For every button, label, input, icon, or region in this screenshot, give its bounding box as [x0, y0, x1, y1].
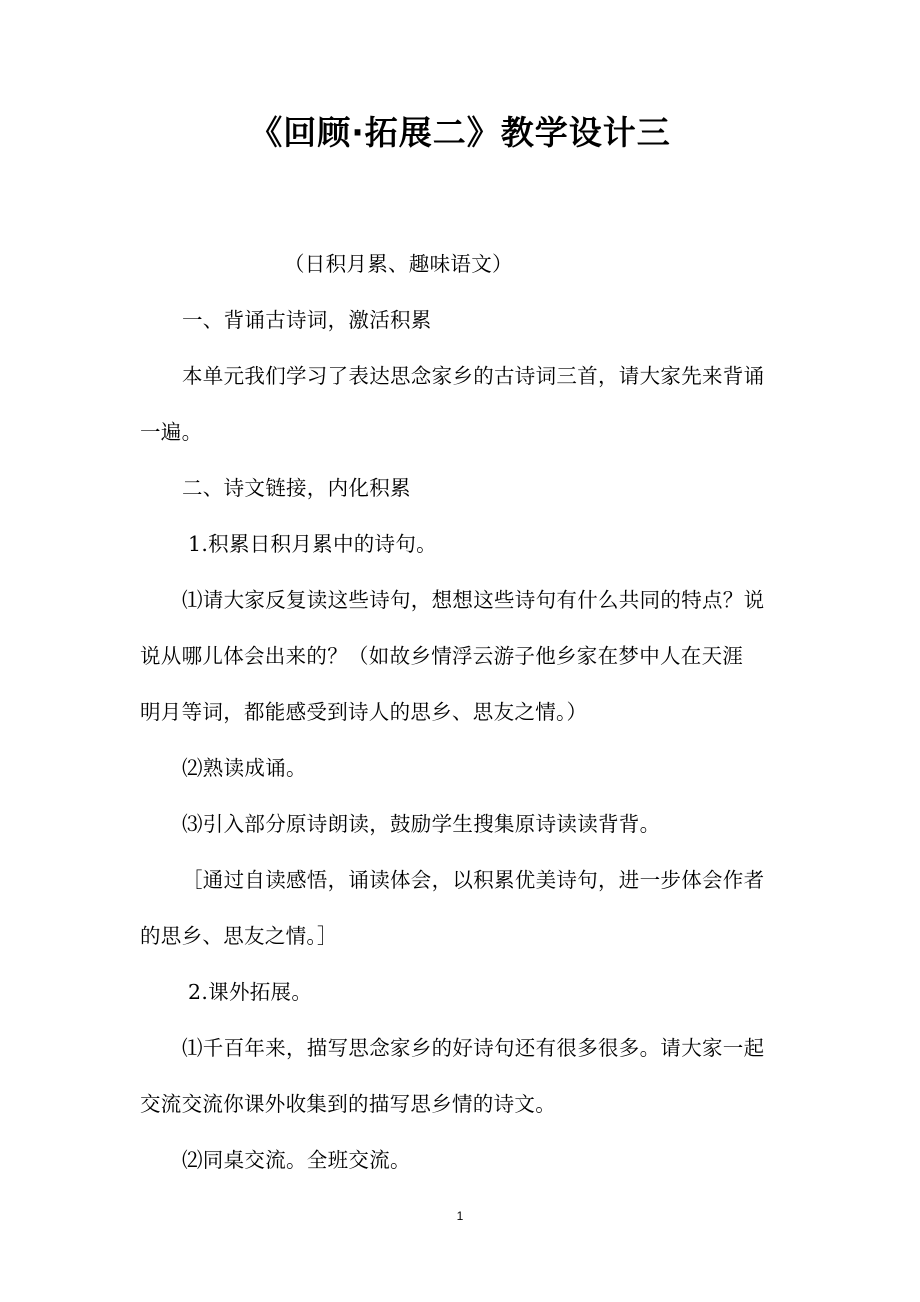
paragraph-line: ⑵同桌交流。全班交流。	[182, 1148, 411, 1172]
page-number: 1	[456, 1209, 464, 1223]
paragraph-line: 交流交流你课外收集到的描写思乡情的诗文。	[140, 1092, 556, 1116]
section-heading-1: 一、背诵古诗词，激活积累	[182, 308, 432, 332]
section-heading-2: 二、诗文链接，内化积累	[182, 476, 411, 500]
document-title: 《回顾·拓展二》教学设计三	[249, 113, 671, 152]
note-line: ［通过自读感悟，诵读体会，以积累优美诗句，进一步体会作者	[182, 868, 765, 892]
paragraph-line: ⑶引入部分原诗朗读，鼓励学生搜集原诗读读背背。	[182, 812, 661, 836]
document-subtitle: （日积月累、趣味语文）	[284, 252, 513, 276]
paragraph-line: 说从哪儿体会出来的？（如故乡情浮云游子他乡家在梦中人在天涯	[140, 644, 744, 668]
subsection-heading-2: 2.课外拓展。	[188, 980, 313, 1004]
paragraph-line: ⑴千百年来，描写思念家乡的好诗句还有很多很多。请大家一起	[182, 1036, 765, 1060]
paragraph-line: ⑵熟读成诵。	[182, 756, 307, 780]
paragraph-line: 本单元我们学习了表达思念家乡的古诗词三首，请大家先来背诵	[182, 364, 765, 388]
paragraph-line: 明月等词，都能感受到诗人的思乡、思友之情。）	[140, 700, 588, 724]
note-line: 的思乡、思友之情。］	[140, 924, 338, 948]
paragraph-line: ⑴请大家反复读这些诗句，想想这些诗句有什么共同的特点？说	[182, 588, 765, 612]
subsection-heading-1: 1.积累日积月累中的诗句。	[188, 532, 437, 556]
paragraph-line: 一遍。	[140, 420, 203, 444]
